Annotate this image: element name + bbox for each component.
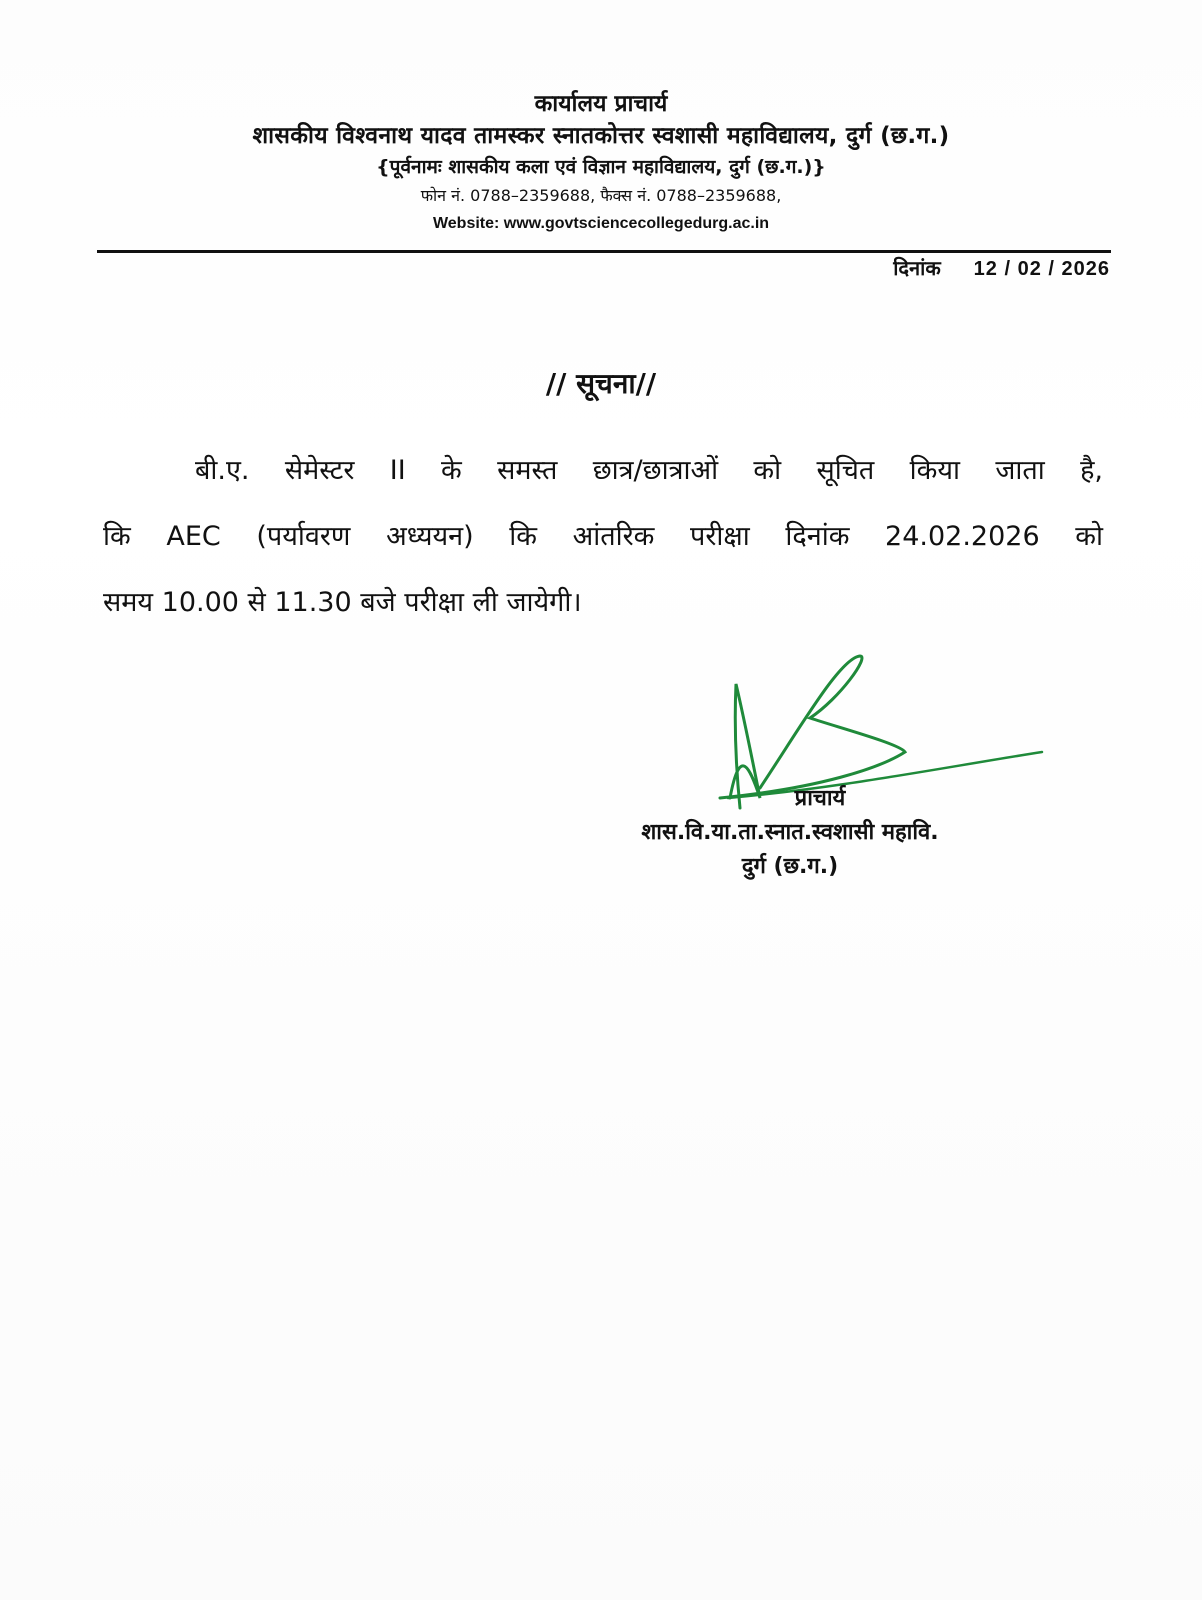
signature-stroke-b [720, 656, 905, 798]
date-value: 12 / 02 / 2026 [973, 258, 1110, 280]
date-line [893, 254, 1110, 281]
letterhead [0, 88, 1202, 238]
contact-phone: फोन नं. 0788–2359688, फैक्स नं. 0788–2359688, [420, 186, 782, 205]
signatory-place: दुर्ग (छ.ग.) [741, 854, 839, 879]
signatory-institution: शास.वि.या.ता.स्नात.स्वशासी महावि. [641, 820, 939, 845]
office-title: कार्यालय प्राचार्य [534, 91, 668, 117]
notice-line-3: समय 10.00 से 11.30 बजे परीक्षा ली जायेगी। [103, 587, 582, 618]
signatory-title: प्राचार्य [794, 786, 846, 811]
former-name: {पूर्वनामः शासकीय कला एवं विज्ञान महाविद्यालय, दुर्ग (छ.ग.)} [376, 156, 826, 178]
date-label: दिनांक [893, 256, 941, 280]
notice-line-1: बी.ए. सेमेस्टर II के समस्त छात्र/छात्राओं को सूचित किया जाता है, [195, 455, 1103, 486]
notice-heading: // सूचना// [545, 367, 657, 400]
signatory-block [580, 782, 1000, 884]
website-text: Website: www.govtsciencecollegedurg.ac.in [432, 215, 770, 232]
college-name: शासकीय विश्वनाथ यादव तामस्कर स्नातकोत्तर स्वशासी महाविद्यालय, दुर्ग (छ.ग.) [252, 123, 950, 149]
notice-line-2: कि AEC (पर्यावरण अध्ययन) कि आंतरिक परीक्षा दिनांक 24.02.2026 को [103, 521, 1103, 552]
header-divider [97, 250, 1111, 253]
